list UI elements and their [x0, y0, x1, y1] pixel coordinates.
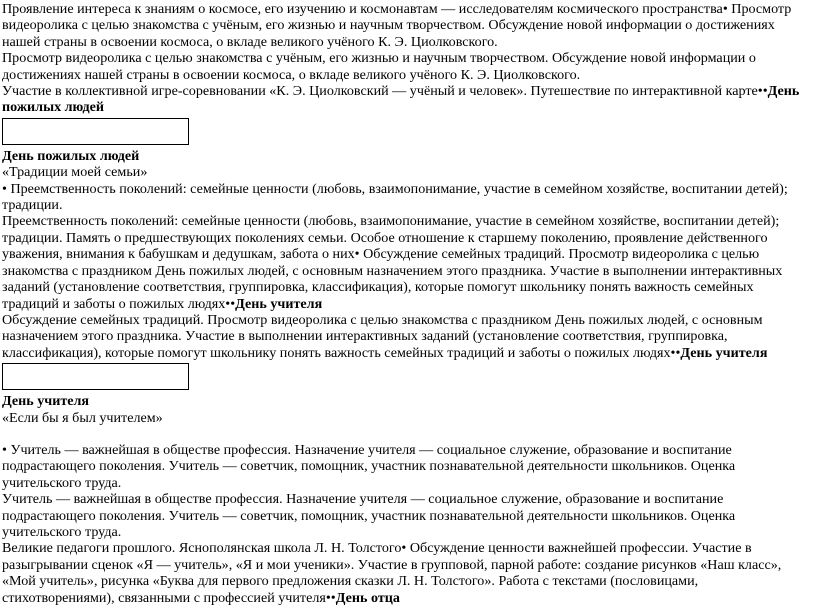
heading-text: День учителя [2, 393, 90, 410]
text: Учитель — важнейшая в обществе профессия. Назначение учителя — социальное служение, образование и воспитание подрастающего поколения. Учитель — советчик, помощник, участник познавательной деятельности школьников. Оценка учительского труда. [2, 441, 736, 491]
bullet-icon: •• [325, 589, 336, 606]
text: Обсуждение ценности важнейшей профессии. Участие в разыгрывании сценок «Я — учитель», «Я и мои ученики». Участие в групповой, парной работе: создание рисунков «Наш класс», «Мой учитель», рисунка «Буква для первого предложения сказки Л. Н. Толстого». Работа с текстами (пословицами, стихотворениями), связанными с профессией учителя [2, 540, 782, 606]
subtitle-family-traditions: «Традиции моей семьи» [2, 164, 148, 181]
paragraph-generations-memory [2, 213, 814, 311]
paragraph-great-teachers [2, 540, 814, 606]
bullet-icon: • [2, 441, 7, 458]
text: Преемственность поколений: семейные ценности (любовь, взаимопонимание, участие в семейном хозяйстве, воспитании детей); традиции. [2, 180, 788, 214]
bullet-icon: • [354, 246, 360, 263]
paragraph-teacher-profession [2, 442, 814, 491]
bullet-icon: • [2, 180, 7, 197]
text: Обсуждение семейных традиций. Просмотр видеоролика с целью знакомства с праздником День пожилых людей, с основным назначением этого праздника. Участие в выполнении интерактивных заданий (установление соответствия, группировка, классификация), которые помогут школьнику понять важность семейных традиций и заботы о пожилых людях [2, 246, 783, 312]
bullet-icon: •• [670, 344, 681, 361]
paragraph-generations [2, 181, 814, 214]
father-day-link[interactable]: День отца [335, 589, 400, 606]
heading-teacher-day [2, 393, 814, 409]
text: Преемственность поколений: семейные ценности (любовь, взаимопонимание, участие в семейном хозяйстве, воспитании детей); традиции. Память о предшествующих поколениях семьи. Особое отношение к старшему поколению, проявление действенного уважения, внимания к бабушкам и дедушкам, забота о них [2, 213, 780, 263]
teacher-day-link[interactable]: День учителя [235, 295, 323, 312]
empty-cell-box [2, 363, 189, 390]
text: Участие в коллективной игре-соревновании «К. Э. Циолковский — учёный и человек». Путешествие по интерактивной карте [2, 83, 758, 100]
text: Обсуждение семейных традиций. Просмотр видеоролика с целью знакомства с праздником День пожилых людей, с основным назначением этого праздника. Участие в выполнении интерактивных заданий (установление соответствия, группировка, классификация), которые помогут школьнику понять важность семейных традиций и заботы о пожилых людях [2, 311, 763, 361]
paragraph-game-competition [2, 83, 814, 116]
text: Просмотр видеоролика с целью знакомства с учёным, его жизнью и научным творчеством. Обсуждение новой информации о достижениях нашей страны в освоении космоса, о вкладе великого учёного К. Э. Циолковского. [2, 1, 792, 50]
bullet-icon: • [401, 540, 407, 557]
subtitle-if-i-were-teacher: «Если бы я был учителем» [2, 409, 163, 426]
heading-text: День пожилых людей [2, 147, 140, 164]
text: Великие педагоги прошлого. Яснополянская школа Л. Н. Толстого [2, 540, 402, 557]
text: Проявление интереса к знаниям о космосе, его изучению и космонавтам — исследователям космического пространства [2, 1, 723, 17]
bullet-icon: •• [757, 83, 768, 100]
empty-cell-box [2, 118, 189, 145]
heading-elderly-day [2, 148, 814, 164]
paragraph-space-interest [2, 1, 814, 50]
paragraph-teacher-profession-repeat: Учитель — важнейшая в обществе профессия. Назначение учителя — социальное служение, образование и воспитание подрастающего поколения. Учитель — советчик, помощник, участник познавательной деятельности школьников. Оценка учительского труда. [2, 491, 736, 540]
blank-line [2, 426, 814, 442]
paragraph-video-tsiolkovsky: Просмотр видеоролика с целью знакомства с учёным, его жизнью и научным творчеством. Обсуждение новой информации о достижениях нашей страны в освоении космоса, о вкладе великого учёного К. Э. Циолковского. [2, 50, 756, 83]
bullet-icon: • [722, 1, 728, 17]
teacher-day-link[interactable]: День учителя [680, 344, 768, 361]
paragraph-family-discussion [2, 312, 814, 361]
bullet-icon: •• [225, 295, 236, 312]
elderly-day-link[interactable]: День пожилых людей [2, 83, 800, 116]
document-body [2, 1, 814, 606]
